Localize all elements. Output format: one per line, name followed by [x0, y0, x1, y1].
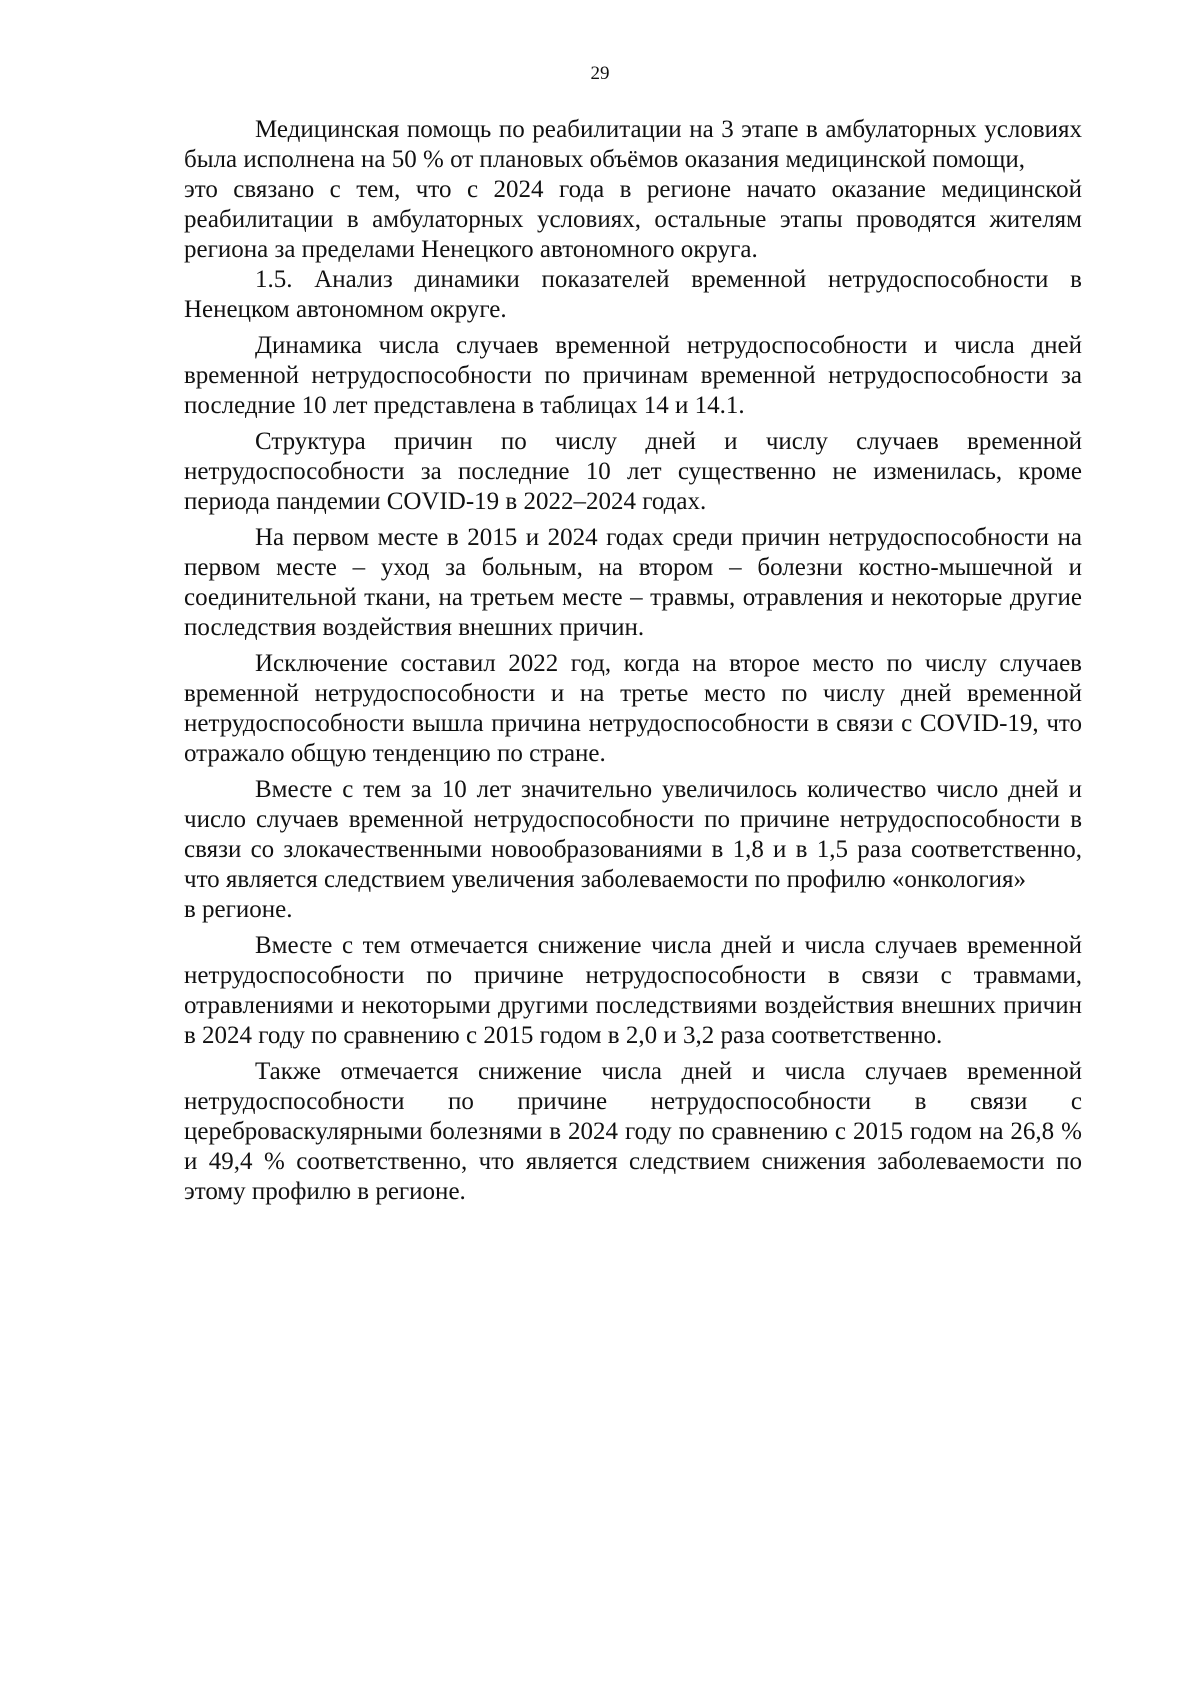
section-heading: 1.5. Анализ динамики показателей временной нетрудоспособности в Ненецком автономном округе.: [184, 266, 1082, 323]
paragraph-injuries: Вместе с тем отмечается снижение числа дней и числа случаев временной нетрудоспособности по причине нетрудоспособности в связи с травмами, отравлениями и некоторыми другими последствиями воздействия внешних причин в 2024 году по сравнению с 2015 годом в 2,0 и 3,2 раза соответственно.: [184, 932, 1082, 1049]
paragraph-dynamics: Динамика числа случаев временной нетрудоспособности и числа дней временной нетрудоспособности по причинам временной нетрудоспособности за последние 10 лет представлена в таблицах 14 и 14.1.: [184, 332, 1082, 419]
paragraph-structure: Структура причин по числу дней и числу случаев временной нетрудоспособности за последние 10 лет существенно не изменилась, кроме периода пандемии COVID-19 в 2022–2024 годах.: [184, 428, 1082, 515]
paragraph-rehabilitation: Медицинская помощь по реабилитации на 3 этапе в амбулаторных условиях была исполнена на 50 % от плановых объёмов оказания медицинской помощи,: [184, 116, 1082, 173]
paragraph-first-place: На первом месте в 2015 и 2024 годах среди причин нетрудоспособности на первом месте – уход за больным, на втором – болезни костно-мышечной и соединительной ткани, на третьем месте – травмы, отравления и некоторые другие последствия воздействия внешних причин.: [184, 524, 1082, 641]
paragraph-cerebrovascular: Также отмечается снижение числа дней и числа случаев временной нетрудоспособности по причине нетрудоспособности в связи с цереброваскулярными болезнями в 2024 году по сравнению с 2015 годом на 26,8 % и 49,4 % соответственно, что является следствием снижения заболеваемости по этому профилю в регионе.: [184, 1058, 1082, 1205]
paragraph-oncology-continued: в регионе.: [184, 896, 293, 923]
document-body: [184, 115, 1082, 1207]
page-number: 29: [590, 63, 610, 84]
paragraph-rehabilitation-continued: это связано с тем, что с 2024 года в регионе начато оказание медицинской реабилитации в амбулаторных условиях, остальные этапы проводятся жителям региона за пределами Ненецкого автономного округа.: [184, 176, 1082, 263]
paragraph-oncology: Вместе с тем за 10 лет значительно увеличилось количество число дней и число случаев временной нетрудоспособности по причине нетрудоспособности в связи со злокачественными новообразованиями в 1,8 и в 1,5 раза соответственно, что является следствием увеличения заболеваемости по профилю «онкология»: [184, 776, 1082, 893]
paragraph-exception-2022: Исключение составил 2022 год, когда на второе место по числу случаев временной нетрудоспособности и на третье место по числу дней временной нетрудоспособности вышла причина нетрудоспособности в связи с COVID-19, что отражало общую тенденцию по стране.: [184, 650, 1082, 767]
